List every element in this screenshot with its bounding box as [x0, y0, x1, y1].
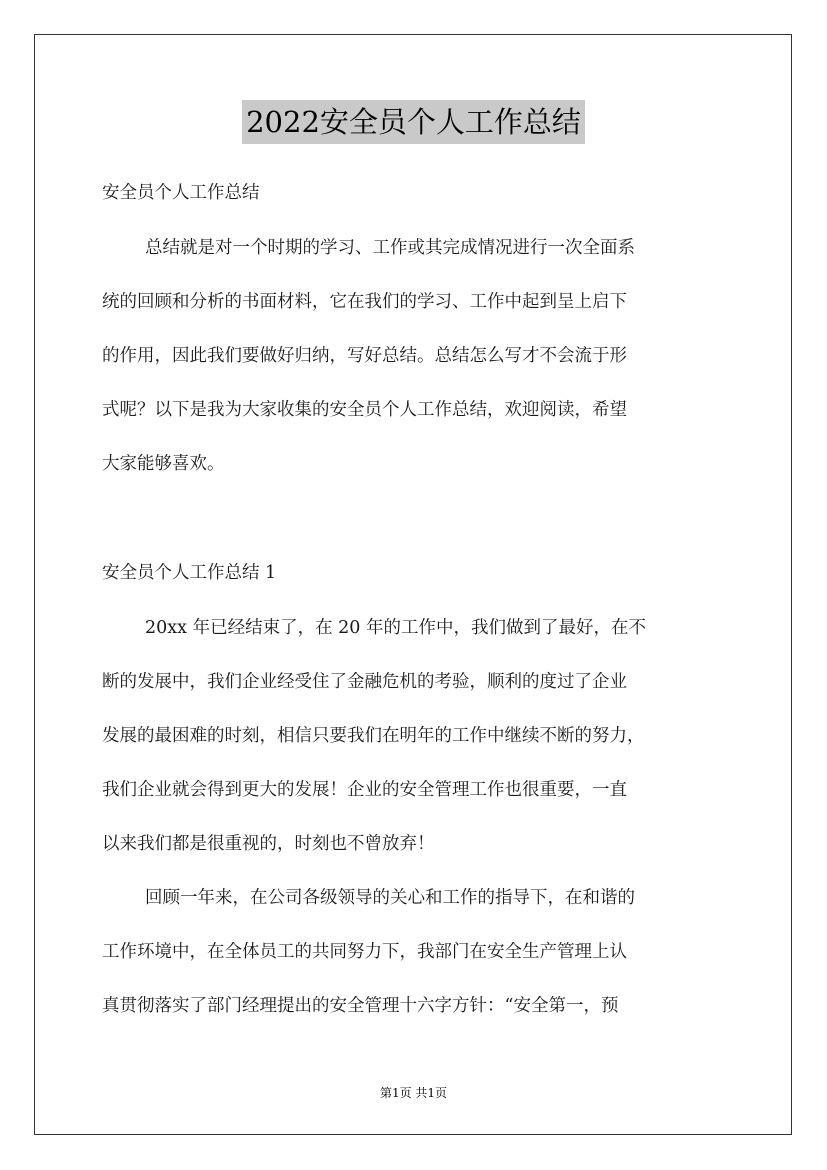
section-line-1: 20xx 年已经结束了，在 20 年的工作中，我们做到了最好，在不	[145, 618, 646, 638]
intro-line-2: 统的回顾和分析的书面材料，它在我们的学习、工作中起到呈上启下	[102, 292, 627, 312]
section-line-7: 工作环境中，在全体员工的共同努力下，我部门在安全生产管理上认	[102, 942, 627, 962]
section-title: 安全员个人工作总结 1	[102, 563, 277, 583]
section-line-4: 我们企业就会得到更大的发展！企业的安全管理工作也很重要，一直	[102, 780, 627, 800]
section-line-2: 断的发展中，我们企业经受住了金融危机的考验，顺利的度过了企业	[102, 672, 627, 692]
title-container	[0, 100, 827, 144]
subtitle: 安全员个人工作总结	[102, 183, 260, 203]
intro-line-4: 式呢？以下是我为大家收集的安全员个人工作总结，欢迎阅读，希望	[102, 400, 627, 420]
page-footer: 第1页 共1页	[379, 1086, 448, 1100]
document-title: 2022安全员个人工作总结	[242, 100, 585, 144]
intro-line-3: 的作用，因此我们要做好归纳，写好总结。总结怎么写才不会流于形	[102, 346, 627, 366]
intro-line-5: 大家能够喜欢。	[102, 454, 225, 474]
section-line-5: 以来我们都是很重视的，时刻也不曾放弃！	[102, 834, 435, 854]
section-line-8: 真贯彻落实了部门经理提出的安全管理十六字方针：“安全第一，预	[102, 996, 619, 1016]
intro-line-1: 总结就是对一个时期的学习、工作或其完成情况进行一次全面系	[145, 238, 635, 258]
section-line-3: 发展的最困难的时刻，相信只要我们在明年的工作中继续不断的努力，	[102, 726, 645, 746]
section-line-6: 回顾一年来，在公司各级领导的关心和工作的指导下，在和谐的	[145, 888, 635, 908]
